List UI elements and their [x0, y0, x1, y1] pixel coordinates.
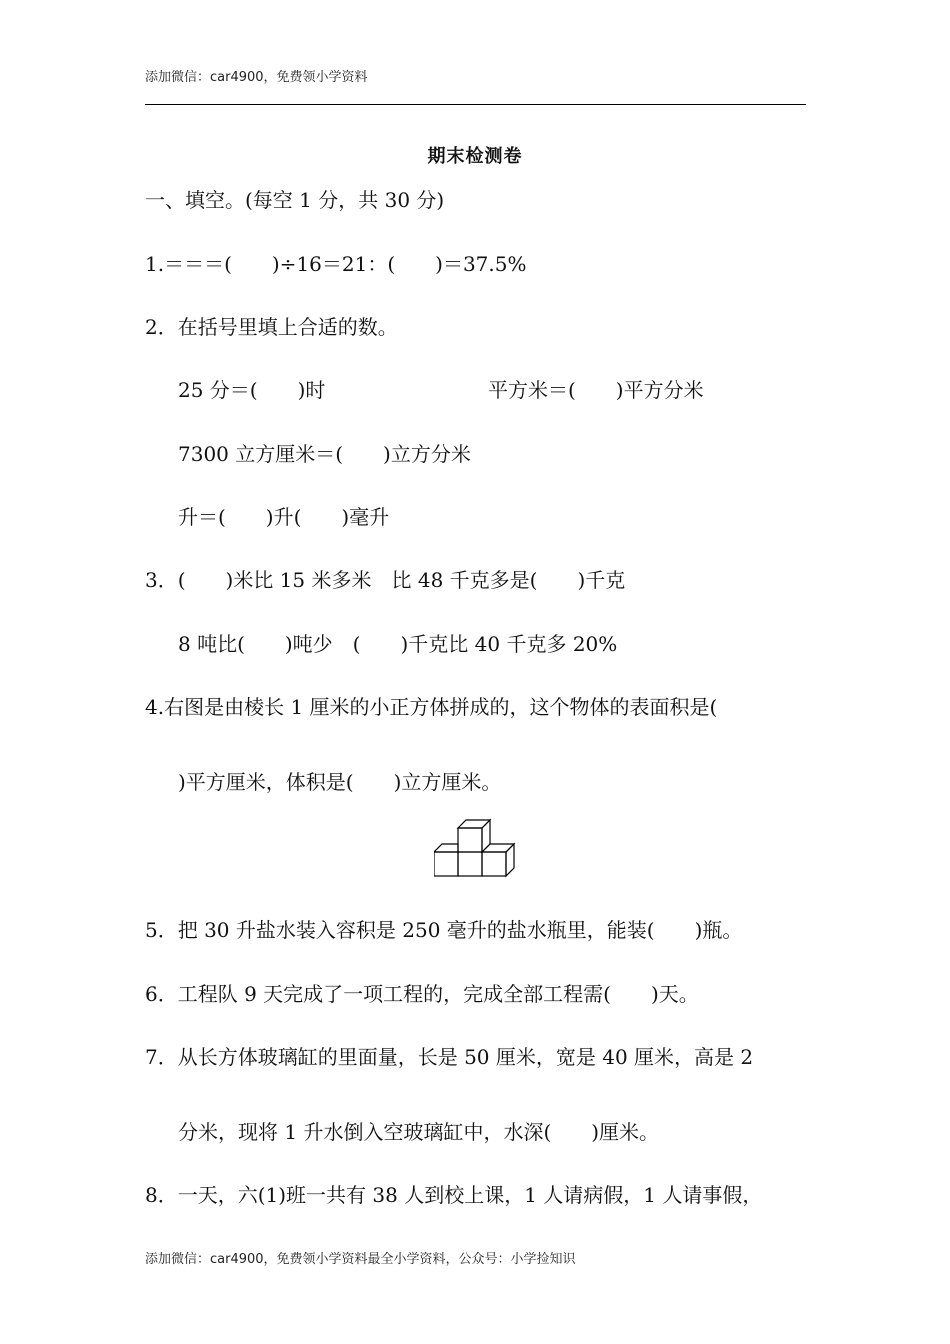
question-7-line-1: 7．从长方体玻璃缸的里面量，长是 50 厘米，宽是 40 厘米，高是 2 [145, 1045, 754, 1069]
question-2-c: 7300 立方厘米＝( )立方分米 [178, 442, 471, 466]
bottom-middle-cube-front-face [458, 852, 482, 876]
question-2-a: 25 分＝( )时 [178, 378, 326, 402]
question-3-line-1: 3．( )米比 15 米多米 比 48 千克多是( )千克 [145, 568, 626, 592]
question-2-stem: 2．在括号里填上合适的数。 [145, 315, 398, 339]
bottom-left-cube-top-face [434, 844, 458, 852]
question-8-line-1: 8．一天，六(1)班一共有 38 人到校上课，1 人请病假，1 人请事假， [145, 1183, 763, 1207]
cube-stack-figure [434, 816, 518, 878]
question-7-line-2: 分米，现将 1 升水倒入空玻璃缸中，水深( )厘米。 [178, 1120, 660, 1144]
bottom-right-cube-front-face [482, 852, 506, 876]
question-2-b: 平方米＝( )平方分米 [488, 378, 704, 402]
top-cube-front-face [458, 828, 482, 852]
page-title: 期末检测卷 [427, 146, 523, 167]
section-heading: 一、填空。(每空 1 分，共 30 分) [145, 188, 445, 212]
question-4-line-2: )平方厘米，体积是( )立方厘米。 [178, 770, 502, 794]
question-6: 6．工程队 9 天完成了一项工程的，完成全部工程需( )天。 [145, 982, 699, 1006]
header-note: 添加微信：car4900，免费领小学资料 [145, 70, 368, 85]
bottom-right-cube-side-face [506, 844, 514, 876]
question-4-line-1: 4.右图是由棱长 1 厘米的小正方体拼成的，这个物体的表面积是( [145, 695, 718, 719]
header-divider [145, 104, 806, 105]
question-1: 1.＝＝＝( )÷16＝21：( )＝37.5% [145, 252, 527, 276]
footer-note: 添加微信：car4900，免费领小学资料最全小学资料，公众号：小学捡知识 [145, 1252, 576, 1267]
question-3-line-2: 8 吨比( )吨少 ( )千克比 40 千克多 20% [178, 632, 618, 656]
question-2-d: 升＝( )升( )毫升 [178, 505, 390, 529]
bottom-left-cube-front-face [434, 852, 458, 876]
question-5: 5．把 30 升盐水装入容积是 250 毫升的盐水瓶里，能装( )瓶。 [145, 918, 743, 942]
